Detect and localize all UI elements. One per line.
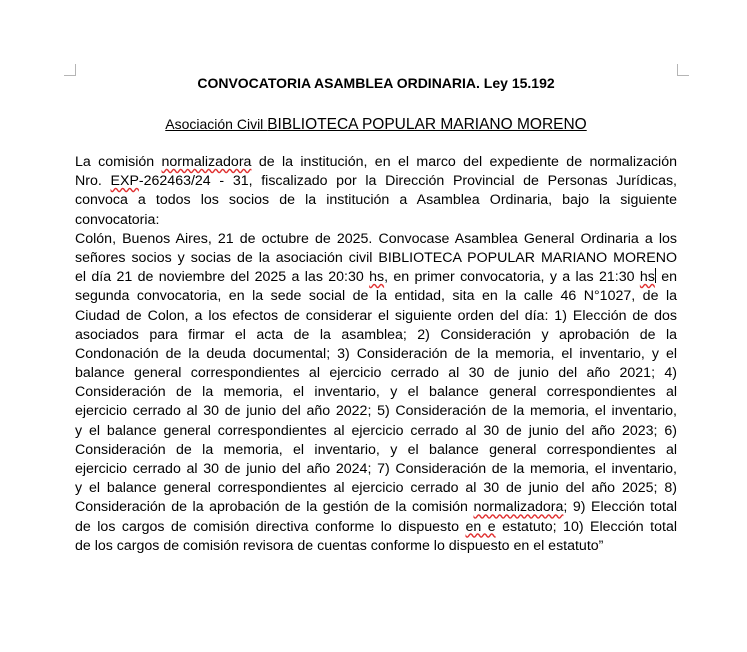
body-line bbox=[75, 211, 677, 230]
margin-corner-mark-right bbox=[677, 64, 689, 76]
body-line bbox=[75, 345, 677, 364]
body-text: asociados para firmar el acta de la asamblea; 2) Consideración y aprobación de la bbox=[75, 326, 677, 343]
body-text: de los cargos de comisión directiva conforme lo dispuesto bbox=[75, 518, 466, 535]
body-text: Condonación de la deuda documental; 3) Consideración de la memoria, el inventario, y el bbox=[75, 345, 677, 362]
body-line bbox=[75, 402, 677, 421]
body-text: -262463/24 - 31, fiscalizado por la Dirección Provincial de Personas Jurídicas, bbox=[138, 173, 677, 190]
subtitle-prefix: Asociación Civil bbox=[165, 116, 268, 132]
body-text: Consideración de la memoria, el inventario, y el balance general correspondientes al bbox=[75, 384, 677, 401]
document-title[interactable]: CONVOCATORIA ASAMBLEA ORDINARIA. Ley 15.192 bbox=[197, 75, 555, 91]
body-text: convocatoria: bbox=[75, 211, 160, 228]
document-body[interactable] bbox=[75, 153, 677, 556]
body-line bbox=[75, 172, 677, 191]
body-text: segunda convocatoria, en la sede social de la entidad, sita en la calle 46 N°1027, de la bbox=[75, 288, 677, 305]
body-line bbox=[75, 153, 677, 172]
spellcheck-flagged-word: hs bbox=[639, 269, 655, 286]
body-text: Ciudad de Colon, a los efectos de considerar el siguiente orden del día: 1) Elección de dos bbox=[75, 307, 677, 324]
body-text: el día 21 de noviembre del 2025 a las 20:30 bbox=[75, 269, 370, 286]
body-text: La comisión bbox=[75, 154, 162, 170]
body-line bbox=[75, 383, 677, 402]
body-line bbox=[75, 422, 677, 441]
body-text: Consideración de la memoria, el inventario, y el balance general correspondientes al bbox=[75, 441, 677, 458]
body-line bbox=[75, 307, 677, 326]
body-text: y el balance general correspondientes al ejercicio cerrado al 30 de junio del año 2023; 6) bbox=[75, 422, 677, 439]
body-line bbox=[75, 537, 677, 556]
body-line bbox=[75, 498, 677, 517]
body-line bbox=[75, 287, 677, 306]
body-line bbox=[75, 364, 677, 383]
body-line bbox=[75, 230, 677, 249]
body-text: balance general correspondientes al ejercicio cerrado al 30 de junio del año 2021; 4) bbox=[75, 365, 677, 382]
body-text: Consideración de la aprobación de la gestión de la comisión bbox=[75, 499, 474, 516]
body-line bbox=[75, 326, 677, 345]
body-text: convoca a todos los socios de la institución a Asamblea Ordinaria, bajo la siguiente bbox=[75, 192, 677, 209]
body-text: ejercicio cerrado al 30 de junio del año 2024; 7) Consideración de la memoria, el inventario, bbox=[75, 461, 677, 477]
body-text: estatuto; 10) Elección total bbox=[495, 518, 677, 535]
spellcheck-flagged-word: en e bbox=[465, 518, 496, 535]
body-text: de la institución, en el marco del expediente de normalización bbox=[251, 154, 677, 170]
body-text: Nro. bbox=[75, 173, 111, 190]
body-text: ejercicio cerrado al 30 de junio del año 2022; 5) Consideración de la memoria, el inventario, bbox=[75, 403, 677, 420]
body-text: y el balance general correspondientes al ejercicio cerrado al 30 de junio del año 2025; 8) bbox=[75, 480, 677, 497]
body-line bbox=[75, 518, 677, 537]
body-text: , en primer convocatoria, y a las 21:30 bbox=[384, 269, 640, 286]
body-line bbox=[75, 249, 677, 268]
body-text: de los cargos de comisión revisora de cuentas conforme lo dispuesto en el estatuto” bbox=[75, 537, 604, 554]
body-text: Colón, Buenos Aires, 21 de octubre de 2025. Convocase Asamblea General Ordinaria a los bbox=[75, 230, 677, 247]
spellcheck-flagged-word: normalizadora bbox=[161, 154, 252, 170]
body-text: ; 9) Elección total bbox=[563, 499, 678, 516]
spellcheck-flagged-word: hs bbox=[369, 269, 385, 286]
body-text: en bbox=[655, 269, 677, 286]
body-line bbox=[75, 460, 677, 479]
body-text: señores socios y socias de la asociación civil BIBLIOTECA POPULAR MARIANO MORENO bbox=[75, 249, 677, 266]
body-line bbox=[75, 441, 677, 460]
body-line bbox=[75, 191, 677, 210]
document-subtitle[interactable] bbox=[75, 114, 677, 135]
subtitle-name: BIBLIOTECA POPULAR MARIANO MORENO bbox=[267, 116, 587, 133]
spellcheck-flagged-word: normalizadora bbox=[473, 499, 564, 516]
spellcheck-flagged-word: EXP bbox=[110, 173, 139, 190]
body-line bbox=[75, 268, 677, 287]
body-line bbox=[75, 479, 677, 498]
